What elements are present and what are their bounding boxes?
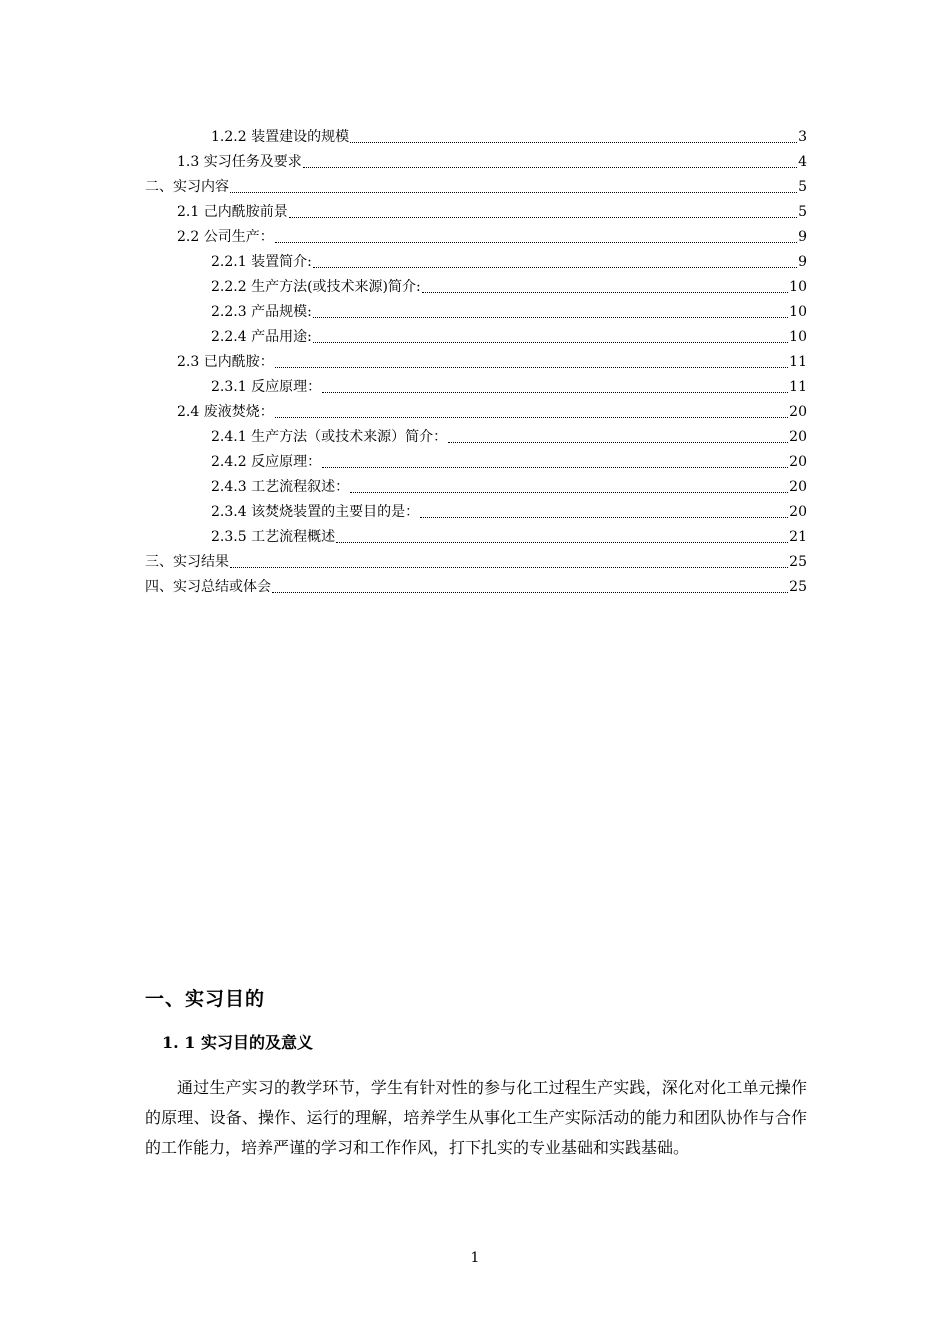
- toc-entry[interactable]: [145, 475, 807, 500]
- toc-leader-dots: [313, 342, 788, 343]
- toc-leader-dots: [350, 142, 797, 143]
- toc-leader-dots: [230, 567, 788, 568]
- toc-entry[interactable]: [145, 175, 807, 200]
- toc-entry-title: 三、实习结果: [145, 554, 229, 570]
- toc-entry-title: 二、实习内容: [145, 179, 229, 195]
- toc-leader-dots: [303, 167, 797, 168]
- toc-entry-title: 四、实习总结或体会: [145, 579, 271, 595]
- toc-entry-page: 10: [789, 279, 807, 295]
- toc-leader-dots: [275, 367, 788, 368]
- toc-entry-title: 2.4.1 生产方法（或技术来源）简介：: [211, 429, 448, 445]
- toc-entry-title: 2.2.1 装置简介:: [211, 254, 312, 270]
- toc-leader-dots: [420, 517, 788, 518]
- toc-entry-page: 20: [789, 454, 807, 470]
- toc-leader-dots: [272, 592, 788, 593]
- toc-entry-title: 2.1 己内酰胺前景: [177, 204, 288, 220]
- toc-entry-page: 4: [798, 154, 807, 170]
- page-number: 1: [470, 1250, 480, 1266]
- toc-leader-dots: [322, 392, 788, 393]
- toc-entry-title: 2.2.2 生产方法(或技术来源)简介:: [211, 279, 421, 295]
- toc-entry[interactable]: [145, 350, 807, 375]
- toc-leader-dots: [289, 217, 797, 218]
- toc-entry-page: 20: [789, 479, 807, 495]
- toc-entry-page: 9: [798, 229, 807, 245]
- toc-entry-title: 2.3.4 该焚烧装置的主要目的是：: [211, 504, 420, 520]
- toc-entry[interactable]: [145, 375, 807, 400]
- toc-entry-title: 2.2.4 产品用途:: [211, 329, 312, 345]
- toc-entry[interactable]: [145, 125, 807, 150]
- toc-entry-page: 21: [789, 529, 807, 545]
- toc-entry-title: 2.3.1 反应原理：: [211, 379, 322, 395]
- toc-entry[interactable]: [145, 425, 807, 450]
- section-heading: 一、实习目的: [145, 988, 266, 1010]
- toc-entry[interactable]: [145, 250, 807, 275]
- toc-entry-title: 2.4 废液焚烧：: [177, 404, 274, 420]
- toc-entry-page: 20: [789, 429, 807, 445]
- toc-entry[interactable]: [145, 450, 807, 475]
- table-of-contents: [145, 125, 807, 600]
- toc-entry[interactable]: [145, 275, 807, 300]
- toc-entry[interactable]: [145, 225, 807, 250]
- toc-leader-dots: [313, 267, 797, 268]
- toc-entry-title: 1.2.2 装置建设的规模: [211, 129, 350, 145]
- toc-entry-title: 2.4.3 工艺流程叙述：: [211, 479, 350, 495]
- toc-entry-page: 20: [789, 504, 807, 520]
- toc-entry-title: 2.4.2 反应原理：: [211, 454, 322, 470]
- toc-entry[interactable]: [145, 200, 807, 225]
- toc-entry-title: 2.2.3 产品规模:: [211, 304, 312, 320]
- toc-entry-page: 25: [789, 579, 807, 595]
- toc-entry-page: 9: [798, 254, 807, 270]
- toc-entry-page: 5: [798, 204, 807, 220]
- toc-leader-dots: [448, 442, 788, 443]
- section-subheading: 1. 1 实习目的及意义: [162, 1033, 313, 1052]
- toc-entry-title: 2.3.5 工艺流程概述: [211, 529, 336, 545]
- toc-entry[interactable]: [145, 550, 807, 575]
- toc-leader-dots: [313, 317, 788, 318]
- body-paragraph: 通过生产实习的教学环节，学生有针对性的参与化工过程生产实践，深化对化工单元操作的原理、设备、操作、运行的理解，培养学生从事化工生产实际活动的能力和团队协作与合作的工作能力，培养严谨的学习和工作作风，打下扎实的专业基础和实践基础。: [145, 1078, 807, 1157]
- toc-entry-page: 5: [798, 179, 807, 195]
- toc-leader-dots: [336, 542, 788, 543]
- toc-entry-page: 10: [789, 304, 807, 320]
- toc-entry[interactable]: [145, 500, 807, 525]
- toc-entry-title: 2.2 公司生产：: [177, 229, 274, 245]
- toc-leader-dots: [350, 492, 788, 493]
- toc-leader-dots: [322, 467, 788, 468]
- toc-entry-page: 11: [789, 354, 807, 370]
- toc-entry[interactable]: [145, 400, 807, 425]
- toc-leader-dots: [230, 192, 797, 193]
- toc-entry-page: 3: [798, 129, 807, 145]
- toc-entry-page: 20: [789, 404, 807, 420]
- toc-entry[interactable]: [145, 150, 807, 175]
- toc-entry[interactable]: [145, 575, 807, 600]
- toc-entry[interactable]: [145, 525, 807, 550]
- toc-entry[interactable]: [145, 300, 807, 325]
- toc-entry[interactable]: [145, 325, 807, 350]
- toc-entry-page: 10: [789, 329, 807, 345]
- toc-leader-dots: [275, 417, 788, 418]
- toc-entry-page: 11: [789, 379, 807, 395]
- toc-leader-dots: [422, 292, 788, 293]
- toc-entry-title: 1.3 实习任务及要求: [177, 154, 302, 170]
- toc-entry-title: 2.3 已内酰胺：: [177, 354, 274, 370]
- toc-entry-page: 25: [789, 554, 807, 570]
- toc-leader-dots: [275, 242, 797, 243]
